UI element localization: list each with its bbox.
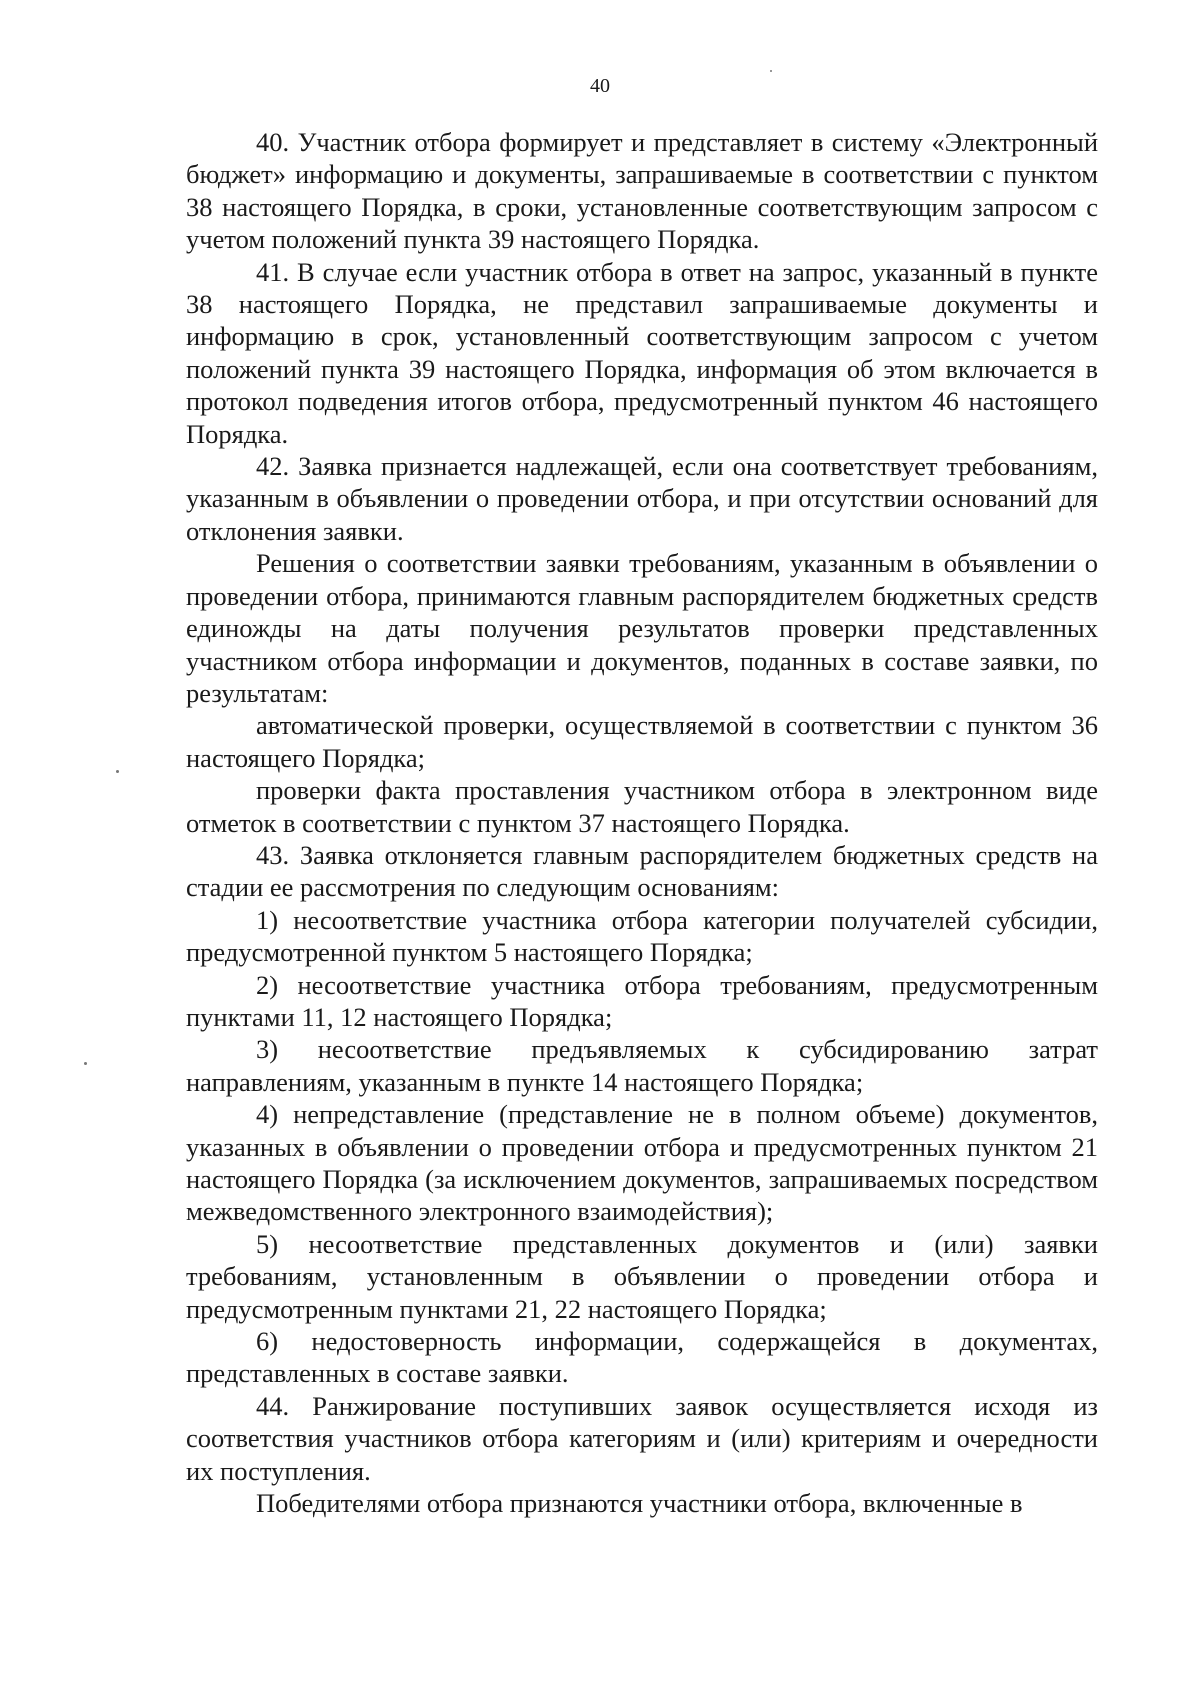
page-number: 40 <box>590 75 610 97</box>
list-item-3: 3) несоответствие предъявляемых к субсидированию затрат направлениям, указанным в пункте 14 настоящего Порядка; <box>186 1034 1098 1097</box>
list-item-4: 4) непредставление (представление не в полном объеме) документов, указанных в объявлении о проведении отбора и предусмотренных пунктом 21 настоящего Порядка (за исключением документов, запрашиваемых посредством межведомственного электронного взаимодействия); <box>186 1099 1098 1227</box>
scan-speck <box>116 770 119 773</box>
paragraph-40: 40. Участник отбора формирует и представляет в систему «Электронный бюджет» информацию и документы, запрашиваемые в соответствии с пунктом 38 настоящего Порядка, в сроки, установленные соответствующим запросом с учетом положений пункта 39 настоящего Порядка. <box>186 127 1098 255</box>
paragraph-automatic-check: автоматической проверки, осуществляемой в соответствии с пунктом 36 настоящего Порядка; <box>186 710 1098 773</box>
paragraph-marks-check: проверки факта проставления участником отбора в электронном виде отметок в соответствии с пунктом 37 настоящего Порядка. <box>186 775 1098 838</box>
paragraph-43: 43. Заявка отклоняется главным распорядителем бюджетных средств на стадии ее рассмотрения по следующим основаниям: <box>186 839 1098 903</box>
scan-speck <box>84 1062 87 1065</box>
document-body <box>186 126 1098 1519</box>
paragraph-41: 41. В случае если участник отбора в ответ на запрос, указанный в пункте 38 настоящего Порядка, не представил запрашиваемые документы и информацию в срок, установленный соответствующим запросом с учетом положений пункта 39 настоящего Порядка, информация об этом включается в протокол подведения итогов отбора, предусмотренный пунктом 46 настоящего Порядка. <box>186 256 1098 449</box>
paragraph-winners: Победителями отбора признаются участники отбора, включенные в <box>256 1488 1023 1519</box>
list-item-6: 6) недостоверность информации, содержащейся в документах, представленных в составе заявки. <box>186 1326 1098 1389</box>
scan-speck <box>770 70 772 72</box>
paragraph-42: 42. Заявка признается надлежащей, если она соответствует требованиям, указанным в объявлении о проведении отбора, и при отсутствии оснований для отклонения заявки. <box>186 451 1098 546</box>
list-item-1: 1) несоответствие участника отбора категории получателей субсидии, предусмотренной пунктом 5 настоящего Порядка; <box>186 904 1098 968</box>
paragraph-44: 44. Ранжирование поступивших заявок осуществляется исходя из соответствия участников отбора категориям и (или) критериям и очередности их поступления. <box>186 1390 1098 1486</box>
list-item-2: 2) несоответствие участника отбора требованиям, предусмотренным пунктами 11, 12 настоящего Порядка; <box>186 969 1098 1032</box>
list-item-5: 5) несоответствие представленных документов и (или) заявки требованиям, установленным в объявлении о проведении отбора и предусмотренным пунктами 21, 22 настоящего Порядка; <box>186 1228 1098 1324</box>
paragraph-decisions: Решения о соответствии заявки требованиям, указанным в объявлении о проведении отбора, принимаются главным распорядителем бюджетных средств единожды на даты получения результатов проверки представленных участником отбора информации и документов, поданных в составе заявки, по результатам: <box>186 548 1098 708</box>
